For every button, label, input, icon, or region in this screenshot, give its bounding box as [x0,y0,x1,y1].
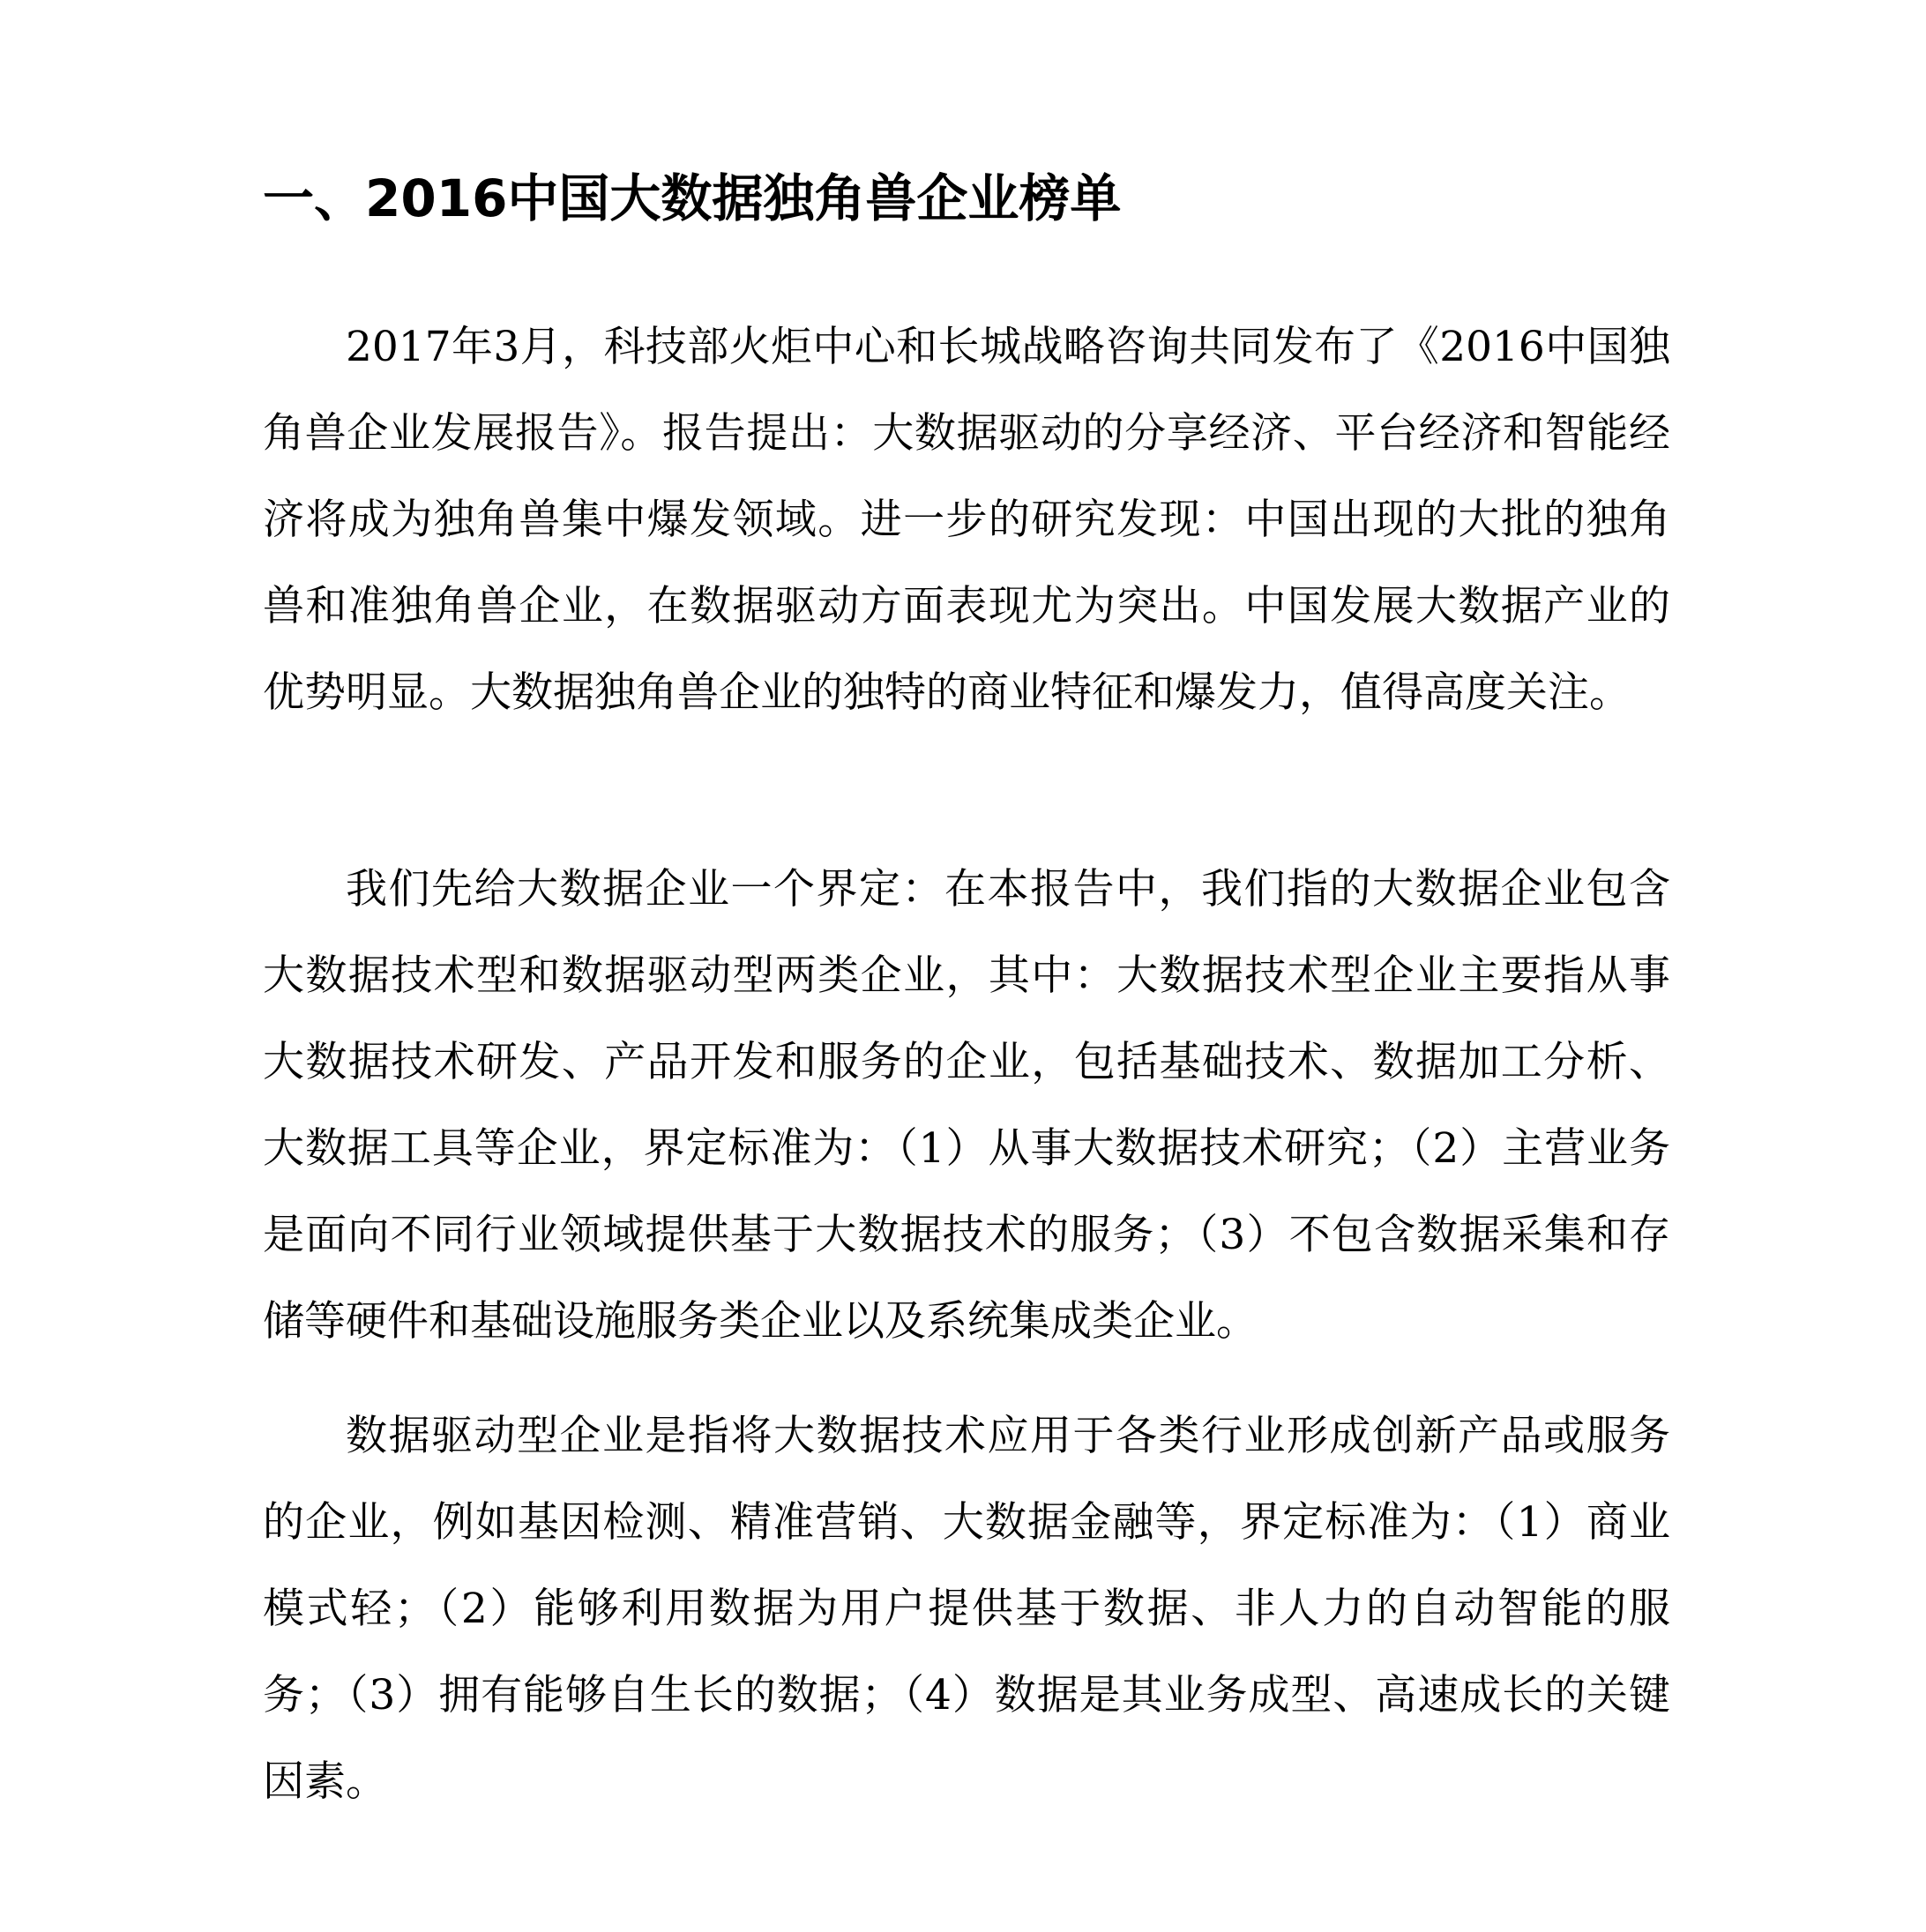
paragraph-data-driven-enterprise-definition: 数据驱动型企业是指将大数据技术应用于各类行业形成创新产品或服务的企业，例如基因检测、精准营销、大数据金融等，界定标准为：（1）商业模式轻；（2）能够利用数据为用户提供基于数据、非人力的自动智能的服务；（3）拥有能够自生长的数据；（4）数据是其业务成型、高速成长的关键因素。 [263,1412,1670,1806]
paragraph-big-data-enterprise-definition: 我们先给大数据企业一个界定：在本报告中，我们指的大数据企业包含大数据技术型和数据驱动型两类企业，其中：大数据技术型企业主要指从事大数据技术研发、产品开发和服务的企业，包括基础技术、数据加工分析、大数据工具等企业，界定标准为：（1）从事大数据技术研究；（2）主营业务是面向不同行业领域提供基于大数据技术的服务；（3）不包含数据采集和存储等硬件和基础设施服务类企业以及系统集成类企业。 [263,865,1670,1346]
section-heading: 一、2016中国大数据独角兽企业榜单 [263,168,1122,228]
paragraph-report-release: 2017年3月，科技部火炬中心和长城战略咨询共同发布了《2016中国独角兽企业发展报告》。报告提出：大数据驱动的分享经济、平台经济和智能经济将成为独角兽集中爆发领域。进一步的研究发现：中国出现的大批的独角兽和准独角兽企业，在数据驱动方面表现尤为突出。中国发展大数据产业的优势明显。大数据独角兽企业的独特的商业特征和爆发力，值得高度关注。 [263,323,1670,717]
